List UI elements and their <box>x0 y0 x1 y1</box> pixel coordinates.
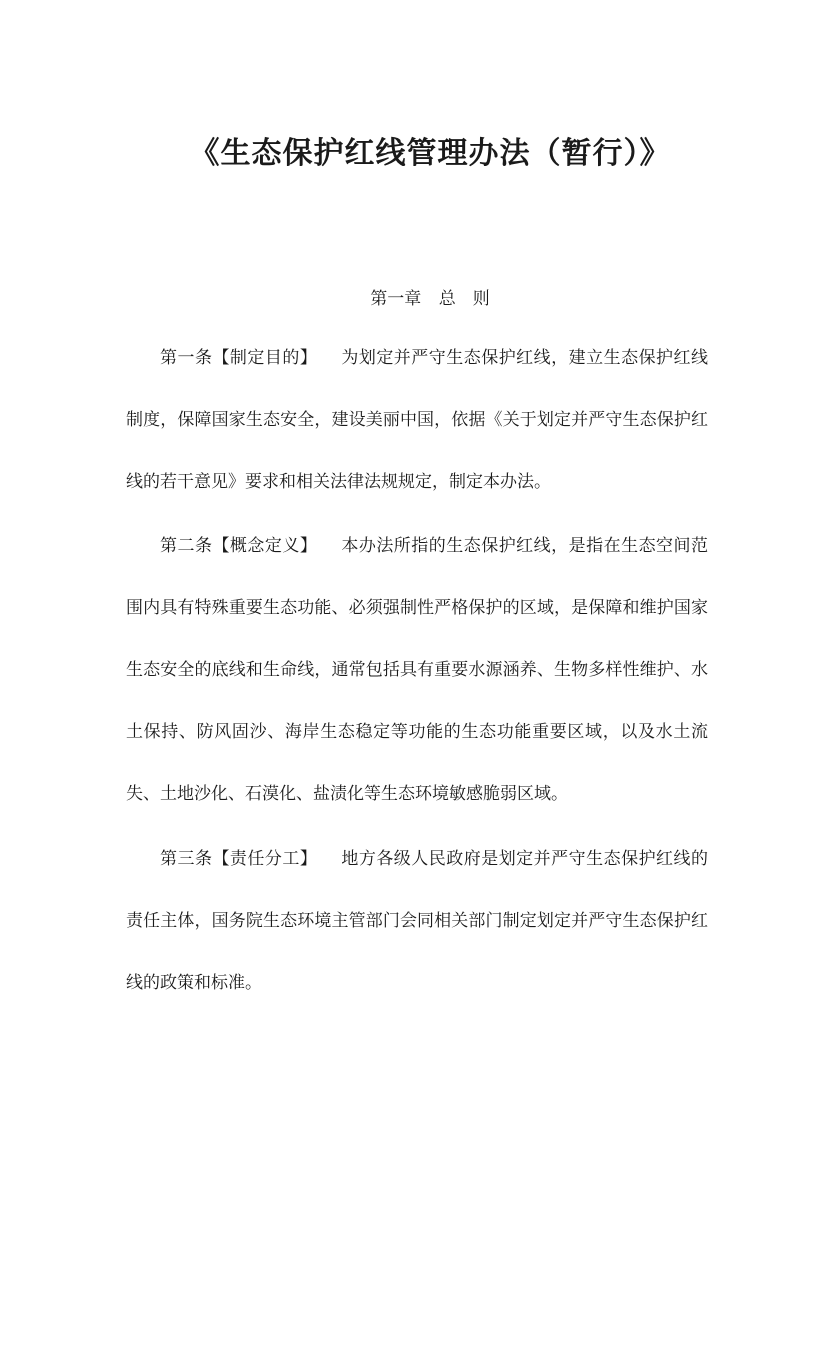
article-text: 为划定并严守生态保护红线，建立生态保护红线制度，保障国家生态安全，建设美丽中国，依据《关于划定并严守生态保护红线的若干意见》要求和相关法律法规规定，制定本办法。 <box>126 348 709 492</box>
article <box>126 828 708 1014</box>
chapter-heading <box>0 284 830 309</box>
article-label: 第二条【概念定义】 <box>160 536 318 556</box>
article-text: 地方各级人民政府是划定并严守生态保护红线的责任主体，国务院生态环境主管部门会同相关部门制定划定并严守生态保护红线的政策和标准。 <box>126 849 709 993</box>
chapter-name: 总 则 <box>438 289 490 309</box>
article-label: 第三条【责任分工】 <box>160 849 318 869</box>
watermark <box>245 1010 574 1349</box>
article <box>126 327 708 513</box>
article <box>126 515 708 825</box>
chapter-number: 第一章 <box>370 289 422 309</box>
article-text: 本办法所指的生态保护红线，是指在生态空间范围内具有特殊重要生态功能、必须强制性严格保护的区域，是保障和维护国家生态安全的底线和生命线，通常包括具有重要水源涵养、生物多样性维护、水土保持、防风固沙、海岸生态稳定等功能的生态功能重要区域，以及水土流失、土地沙化、石漠化、盐渍化等生态环境敏感脆弱区域。 <box>126 536 709 804</box>
document-title: 《生态保护红线管理办法（暂行）》 <box>189 136 671 172</box>
article-label: 第一条【制定目的】 <box>160 348 318 368</box>
